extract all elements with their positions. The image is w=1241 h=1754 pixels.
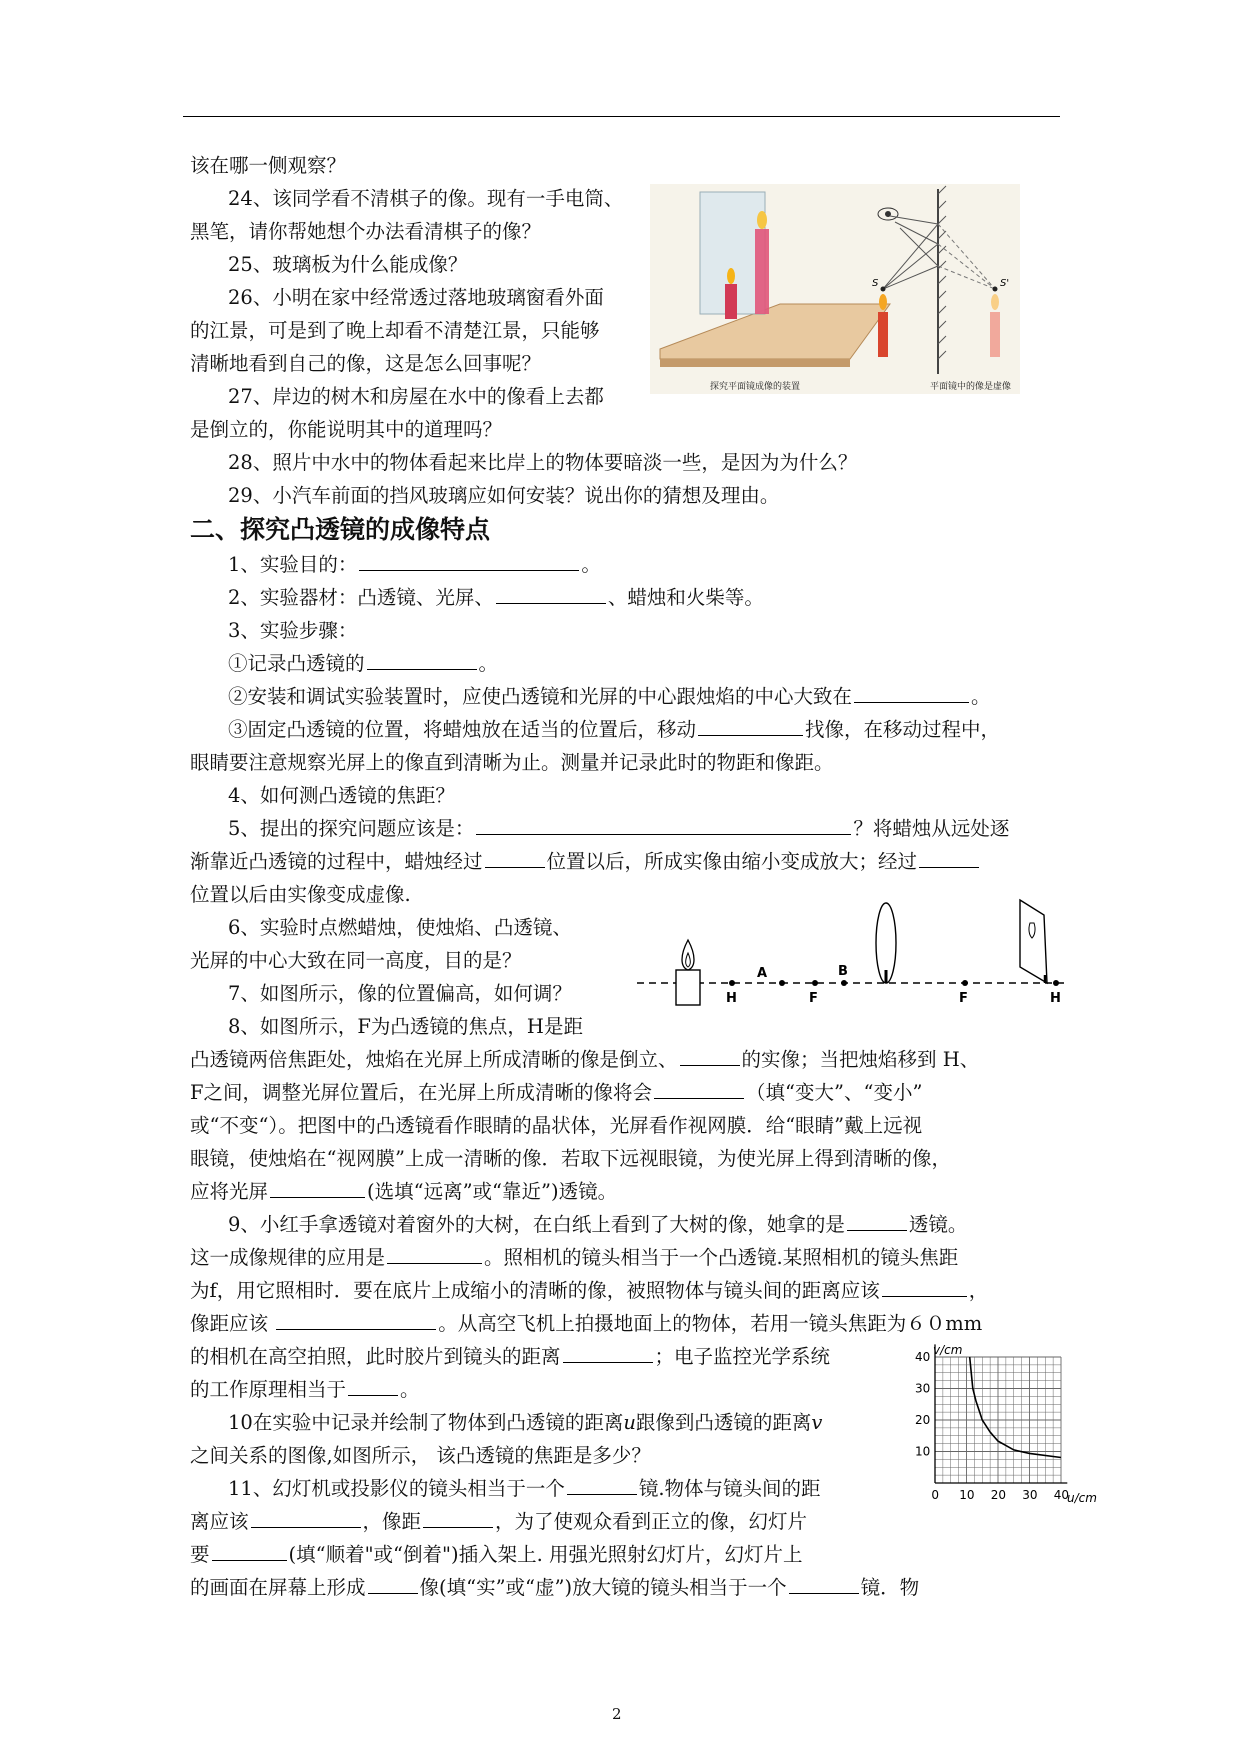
answer-blank[interactable]	[698, 715, 803, 736]
x-tick-label: 10	[959, 1488, 975, 1502]
item-11	[228, 1474, 821, 1504]
item-text: （填“变大”、“变小”	[746, 1081, 923, 1104]
answer-blank[interactable]	[359, 550, 579, 571]
answer-blank[interactable]	[476, 814, 851, 835]
x-tick-label: 30	[1022, 1488, 1038, 1502]
item-9	[228, 1210, 967, 1240]
point-f-right: F	[959, 991, 968, 1006]
text-line	[190, 1276, 988, 1306]
question-25: 25、玻璃板为什么能成像？	[228, 253, 468, 276]
item-text: 。照相机的镜头相当于一个凸透镜.某照相机的镜头焦距	[484, 1246, 959, 1269]
answer-blank[interactable]	[847, 1210, 907, 1231]
y-tick-label: 10	[915, 1444, 931, 1459]
item-text: 9、小红手拿透镜对着窗外的大树，在白纸上看到了大树的像，她拿的是	[228, 1213, 845, 1236]
figure-caption-virtual-image: 平面镜中的像是虚像	[930, 382, 1012, 392]
text-line: 的江景，可是到了晚上却看不清楚江景，只能够	[190, 319, 600, 342]
item-text: ③固定凸透镜的位置，将蜡烛放在适当的位置后，移动	[228, 718, 697, 741]
lens-bench-diagram	[632, 895, 1072, 1010]
text-line: 清晰地看到自己的像，这是怎么回事呢？	[190, 352, 542, 375]
text-line	[190, 1045, 979, 1075]
point-h-right: H	[1050, 991, 1061, 1006]
item-text: 这一成像规律的应用是	[190, 1246, 386, 1269]
item-text: (选填“远离”或“靠近”)透镜。	[367, 1180, 618, 1203]
point-f-left: F	[809, 991, 818, 1006]
item-text: 凸透镜两倍焦距处，烛焰在光屏上所成清晰的像是倒立、	[190, 1048, 678, 1071]
text-line: 该在哪一侧观察？	[190, 154, 347, 177]
item-text: 位置以后，所成实像由缩小变成放大；经过	[546, 850, 918, 873]
item-text: 的实像；当把烛焰移到 H、	[741, 1048, 980, 1071]
item-7: 7、如图所示，像的位置偏高，如何调？	[228, 982, 572, 1005]
y-tick-label: 40	[915, 1350, 931, 1364]
plane-mirror-illustration	[650, 184, 1020, 394]
item-text: 渐靠近凸透镜的过程中，蜡烛经过	[190, 850, 483, 873]
text-line	[190, 847, 981, 877]
item-4: 4、如何测凸透镜的焦距？	[228, 784, 455, 807]
question-24: 24、该同学看不清棋子的像。现有一手电筒、	[228, 187, 624, 210]
x-axis-label: u/cm	[1067, 1491, 1097, 1505]
page-number: 2	[612, 1705, 622, 1723]
question-28: 28、照片中水中的物体看起来比岸上的物体要暗淡一些，是因为为什么？	[228, 451, 858, 474]
item-text: 镜．物	[860, 1576, 920, 1599]
header-rule	[183, 116, 1060, 117]
answer-blank[interactable]	[423, 1507, 493, 1528]
symbol-u: u	[623, 1411, 636, 1434]
point-h-left: H	[726, 991, 737, 1006]
answer-blank[interactable]	[919, 847, 979, 868]
point-a: A	[757, 966, 768, 981]
text-line: 位置以后由实像变成虚像.	[190, 883, 411, 906]
item-text: 镜.物体与镜头间的距	[638, 1477, 821, 1500]
item-text: ，	[968, 1279, 989, 1302]
item-text: 为f，用它照相时．要在底片上成缩小的清晰的像，被照物体与镜头间的距离应该	[190, 1279, 880, 1302]
text-line	[190, 1177, 617, 1207]
chart-grid	[935, 1357, 1061, 1483]
item-text: F之间，调整光屏位置后，在光屏上所成清晰的像将会	[190, 1081, 653, 1104]
item-text: 11、幻灯机或投影仪的镜头相当于一个	[228, 1477, 565, 1500]
point-b: B	[838, 964, 848, 979]
item-text: 要	[190, 1543, 210, 1566]
answer-blank[interactable]	[567, 1474, 637, 1495]
item-10	[228, 1408, 822, 1438]
answer-blank[interactable]	[367, 649, 477, 670]
item-text: 。	[478, 652, 499, 675]
text-line	[190, 1243, 958, 1273]
item-text: ；电子监控光学系统	[654, 1345, 831, 1368]
label-s: S	[872, 278, 879, 289]
item-text: 的画面在屏幕上形成	[190, 1576, 366, 1599]
item-text: 1、实验目的：	[228, 553, 358, 576]
answer-blank[interactable]	[270, 1177, 365, 1198]
answer-blank[interactable]	[368, 1573, 418, 1594]
item-text: 、蜡烛和火柴等。	[607, 586, 764, 609]
item-text: 找像，在移动过程中，	[805, 718, 1001, 741]
item-text: ？将蜡烛从远处逐	[853, 817, 1010, 840]
item-text: 的工作原理相当于	[190, 1378, 347, 1401]
x-tick-label: 0	[931, 1488, 940, 1502]
item-5	[228, 814, 1009, 844]
text-line: 黑笔，请你帮她想个办法看清棋子的像？	[190, 220, 542, 243]
item-3: 3、实验步骤：	[228, 619, 358, 642]
answer-blank[interactable]	[212, 1540, 287, 1561]
item-8: 8、如图所示，F为凸透镜的焦点，H是距	[228, 1015, 583, 1038]
x-tick-label: 20	[990, 1488, 1007, 1502]
answer-blank[interactable]	[276, 1309, 436, 1330]
question-26: 26、小明在家中经常透过落地玻璃窗看外面	[228, 286, 604, 309]
step-3	[228, 715, 1000, 745]
answer-blank[interactable]	[654, 1078, 744, 1099]
item-text: 像(填“实”或“虚”)放大镜的镜头相当于一个	[419, 1576, 787, 1599]
y-tick-label: 30	[915, 1381, 931, 1396]
label-s-prime: S'	[1000, 278, 1010, 289]
item-text: 离应该	[190, 1510, 249, 1533]
item-text: 像距应该	[190, 1312, 275, 1335]
item-text: 5、提出的探究问题应该是：	[228, 817, 475, 840]
plane-mirror-figure	[650, 184, 1020, 394]
text-line	[190, 1342, 830, 1372]
section-title: 二、探究凸透镜的成像特点	[190, 515, 491, 544]
answer-blank[interactable]	[496, 583, 606, 604]
answer-blank[interactable]	[680, 1045, 740, 1066]
text-line: 眼镜，使烛焰在“视网膜”上成一清晰的像．若取下远视眼镜，为使光屏上得到清晰的像，	[190, 1147, 951, 1170]
item-text: (填“顺着"或“倒着")插入架上. 用强光照射幻灯片，幻灯片上	[288, 1543, 803, 1566]
item-text: ①记录凸透镜的	[228, 652, 365, 675]
chart-axes	[935, 1344, 1067, 1483]
item-text: 应将光屏	[190, 1180, 269, 1203]
step-2	[228, 682, 991, 712]
question-27: 27、岸边的树木和房屋在水中的像看上去都	[228, 385, 604, 408]
item-text: 。从高空飞机上拍摄地面上的物体，若用一镜头焦距为６０mm	[438, 1312, 983, 1335]
item-text: 。	[971, 685, 991, 708]
text-line	[190, 1573, 919, 1603]
text-line: 光屏的中心大致在同一高度，目的是？	[190, 949, 522, 972]
step-1	[228, 649, 498, 679]
text-line	[190, 1507, 807, 1537]
text-line	[190, 1078, 922, 1108]
item-text: ②安装和调试实验装置时，应使凸透镜和光屏的中心跟烛焰的中心大致在	[228, 685, 853, 708]
text-line: 或“不变“）。把图中的凸透镜看作眼睛的晶状体，光屏看作视网膜．给“眼睛”戴上远视	[190, 1114, 923, 1137]
answer-blank[interactable]	[387, 1243, 482, 1264]
item-6: 6、实验时点燃蜡烛，使烛焰、凸透镜、	[228, 916, 572, 939]
question-29: 29、小汽车前面的挡风玻璃应如何安装？说出你的猜想及理由。	[228, 484, 780, 507]
uv-chart-svg	[895, 1340, 1105, 1520]
series-line	[970, 1357, 1061, 1458]
item-text: 10在实验中记录并绘制了物体到凸透镜的距离	[228, 1411, 624, 1434]
answer-blank[interactable]	[563, 1342, 653, 1363]
item-text: 。	[400, 1378, 420, 1401]
answer-blank[interactable]	[882, 1276, 967, 1297]
lens-bench-figure	[632, 895, 1072, 1010]
item-text: 2、实验器材：凸透镜、光屏、	[228, 586, 494, 609]
text-line	[190, 1540, 803, 1570]
item-text: 的相机在高空拍照，此时胶片到镜头的距离	[190, 1345, 561, 1368]
text-line: 是倒立的，你能说明其中的道理吗？	[190, 418, 503, 441]
answer-blank[interactable]	[348, 1375, 398, 1396]
answer-blank[interactable]	[789, 1573, 859, 1594]
item-text: ，像距	[362, 1510, 422, 1533]
text-line	[190, 1375, 420, 1405]
item-text: ，为了使观众看到正立的像，幻灯片	[495, 1510, 808, 1533]
y-tick-label: 20	[915, 1413, 931, 1427]
x-tick-label: 40	[1053, 1488, 1070, 1502]
text-line	[190, 1309, 982, 1339]
symbol-v: v	[811, 1411, 823, 1434]
item-2	[228, 583, 764, 613]
uv-chart	[895, 1340, 1105, 1520]
answer-blank[interactable]	[485, 847, 545, 868]
y-axis-label: v/cm	[933, 1343, 963, 1357]
text-line: 之间关系的图像,如图所示， 该凸透镜的焦距是多少？	[190, 1444, 651, 1467]
item-text: 跟像到凸透镜的距离	[635, 1411, 812, 1434]
item-text: 透镜。	[908, 1213, 968, 1236]
figure-caption-apparatus: 探究平面镜成像的装置	[710, 382, 801, 392]
item-text: 。	[581, 553, 601, 576]
item-1	[228, 550, 601, 580]
text-line: 眼睛要注意规察光屏上的像直到清晰为止。测量并记录此时的物距和像距。	[190, 751, 834, 774]
answer-blank[interactable]	[251, 1507, 361, 1528]
answer-blank[interactable]	[854, 682, 969, 703]
